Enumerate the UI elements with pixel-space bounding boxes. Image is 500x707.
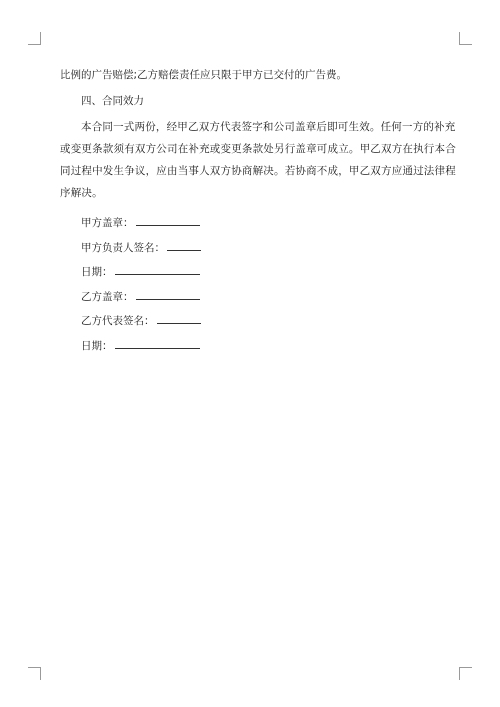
continuation-line: 比例的广告赔偿;乙方赔偿责任应只限于甲方已交付的广告费。 [60, 69, 348, 81]
signature-label: 日期： [81, 339, 113, 352]
signature-blank-line [136, 287, 200, 300]
crop-mark-bottom-right [459, 667, 472, 680]
signature-label: 甲方盖章： [81, 217, 134, 229]
signature-label: 日期： [81, 266, 113, 278]
signature-blank-line [136, 213, 200, 226]
signature-row-party-b-representative [60, 310, 440, 335]
paragraph-line: 本合同一式两份，经甲乙双方代表签字和公司盖章后即可生效。任何一方的补充 [81, 121, 456, 133]
document-body [60, 64, 456, 359]
paragraph-line: 序解决。 [60, 187, 103, 199]
signature-row-party-b-seal [60, 286, 440, 311]
paragraph-line: 同过程中发生争议，应由当事人双方协商解决。若协商不成，甲乙双方应通过法律程 [60, 165, 456, 177]
signature-row-party-a-principal [60, 237, 440, 262]
section-heading: 四、合同效力 [81, 95, 144, 107]
contract-effect-paragraph [60, 116, 456, 204]
signature-blank-line [115, 262, 200, 275]
signature-blank-line [157, 311, 201, 324]
crop-mark-top-right [459, 32, 472, 45]
crop-mark-bottom-left [28, 667, 41, 680]
signature-blank-line [167, 238, 201, 251]
signature-row-party-b-date [60, 335, 440, 360]
signature-label: 甲方负责人签名： [81, 241, 165, 254]
crop-mark-top-left [28, 32, 41, 45]
signature-label: 乙方代表签名： [81, 315, 155, 327]
signature-label: 乙方盖章： [81, 290, 134, 303]
signature-block [60, 212, 440, 359]
signature-row-party-a-date [60, 261, 440, 286]
signature-blank-line [115, 336, 200, 349]
signature-row-party-a-seal [60, 212, 440, 237]
paragraph-line: 或变更条款须有双方公司在补充或变更条款处另行盖章可成立。甲乙双方在执行本合 [60, 143, 456, 155]
